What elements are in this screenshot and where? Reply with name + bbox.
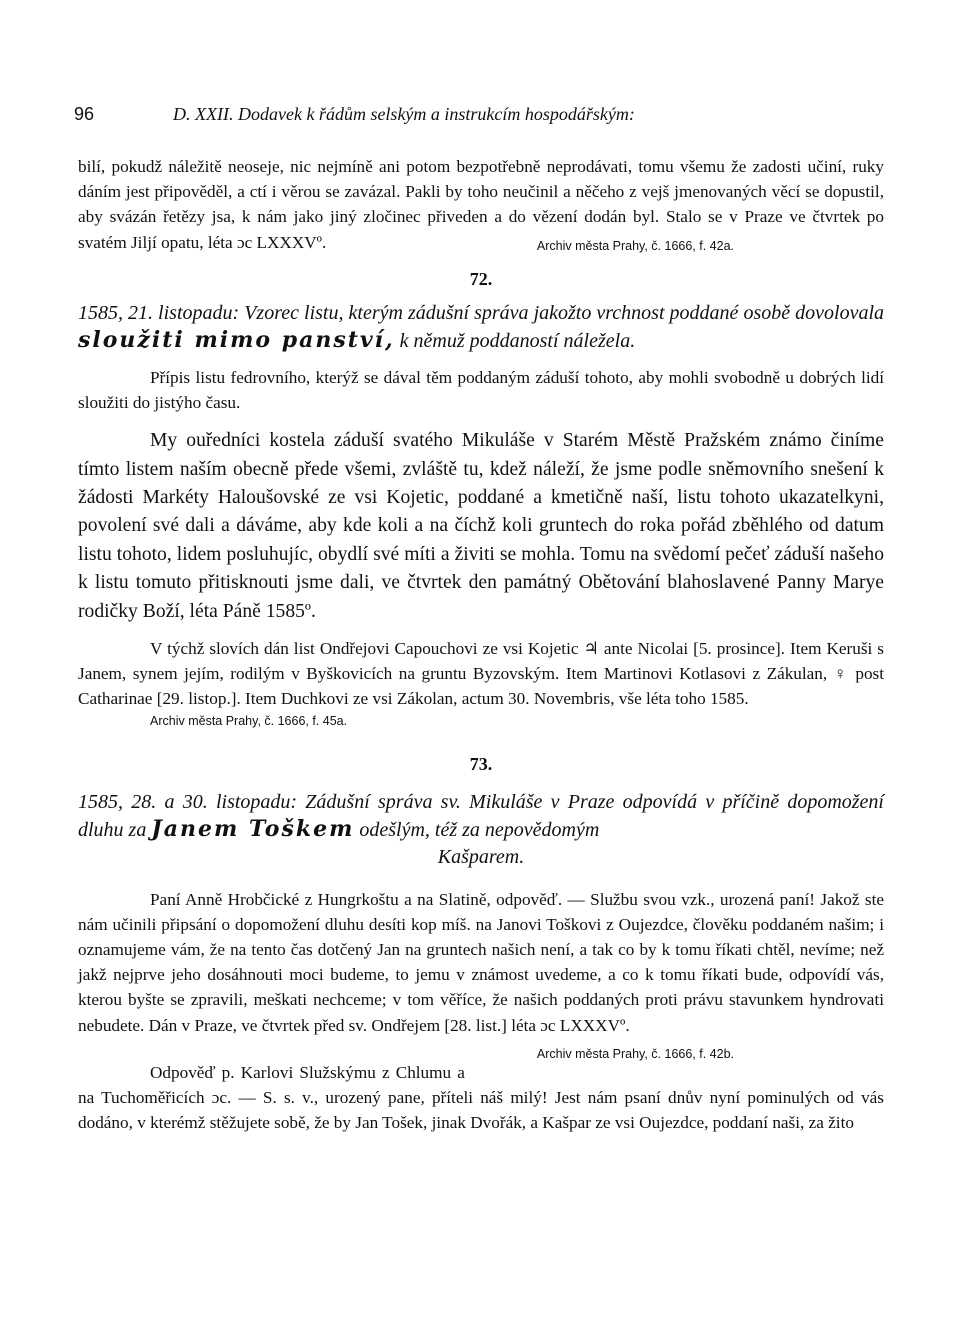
document-72-supplement: V týchž slovích dán list Ondřejovi Capouchovi ze vsi Kojetic ♃ ante Nicolai [5. prosince]. Item Keruši s Janem, synem jejím, rodilým v Byškovicích na gruntu Byzovským. Item Martinovi Kotlasovi z Zákulan, ♀ post Catharinae [29. listop.]. Item Duchkovi ze vsi Zákolan, actum 30. Novembris, vše léta toho 1585. — [78, 639, 884, 709]
document-72-note: Přípis listu fedrovního, kterýž se dával těm poddaným záduší tohoto, aby mohli svobodně u dobrých lidí sloužiti do jistýho času. — [78, 367, 884, 413]
doc72-heading-spaced: sloužiti mimo panství, — [78, 326, 395, 353]
document-number-73: 73. — [469, 753, 493, 774]
document-page — [74, 92, 884, 1136]
doc72-archive-citation: Archiv města Prahy, č. 1666, f. 45a. — [150, 713, 348, 728]
doc73-heading-end: odešlým, též za nepovědomým — [354, 818, 600, 841]
doc73-heading-last: Kašparem. — [437, 845, 525, 868]
doc72-heading-end: k němuž poddaností náležela. — [394, 329, 636, 352]
document-73-heading — [78, 789, 884, 844]
intro-archive-citation: Archiv města Prahy, č. 1666, f. 42a. — [536, 238, 734, 253]
page-header — [74, 92, 884, 126]
document-72-body: My ouředníci kostela záduší svatého Mikuláše v Starém Městě Pražském známo činíme tímto listem naším obecně přede všemi, zvláště tu, kdež náleží, že jsme podle sněmovního snešení k žádosti Markéty Haloušovské ze vsi Kojetic, poddané a kmetičně naší, listu tohoto ukazatelkyni, povolení své dali a dáváme, aby kde koli a na číchž koli gruntech do roka pořád zběhlého od datum listu tohoto, lidem posluhujíc, obydlí své míti a živiti se mohla. Tomu na svědomí pečeť záduší našeho k listu tomuto přitisknouti jsme dali, ve čtvrtek den památný Obětování blahoslavené Panny Marye rodičky Boží, léta Páně 1585º. — [78, 430, 884, 622]
document-73-second-letter: Odpověď p. Karlovi Služskýmu z Chlumu a na Tuchoměřicích ɔc. — S. s. v., urozený pane, příteli náš milý! Jest nám psaní dnův nyní pominulých od vás dodáno, v kterémž stěžujete sobě, že by Jan Tošek, jinak Dvořák, a Kašpar ze vsi Oujezdce, poddaní naši, za žito — [78, 1062, 884, 1133]
doc73-heading-start: 1585, 28. a 30. listopadu: Zádušní správa sv. Mikuláše v Praze odpovídá v příčině dopomožení dluhu za — [78, 790, 884, 841]
page-number: 96 — [74, 104, 95, 124]
running-title: D. XXII. Dodavek k řádům selským a instrukcím hospodářským: — [173, 104, 635, 124]
doc73-heading-spaced: Janem Toškem — [151, 815, 355, 842]
doc73-archive-citation: Archiv města Prahy, č. 1666, f. 42b. — [536, 1046, 734, 1061]
intro-paragraph — [78, 154, 884, 255]
document-73-body — [78, 887, 884, 1061]
document-72-heading — [78, 300, 884, 355]
document-number-72: 72. — [469, 268, 493, 289]
doc73-body-text: Paní Anně Hrobčické z Hungrkoštu a na Slatině, odpověď. — Službu svou vzk., urozená paní! Jakož ste nám učinili připsání o dopomožení dluhu desíti kop míš. na Janovi Toškovi z Oujezdce, člověku poddaném našim; i oznamujeme vám, že na tento čas dotčený Jan na gruntech našich není, a tak co by k tomu říkati chtěl, nevíme; než jakž nejprve jeho dosáhnouti moci budeme, to jemu v známost uvedeme, a co k tomu říkati bude, odpovídí vás, kterou byšte se zpravili, meškati nechceme; v tom věříce, že našich poddaných proti právu stavunkem hyndrovati nebudete. Dán v Praze, ve čtvrtek před sv. Ondřejem [28. list.] léta ɔc LXXXVº. — [78, 889, 884, 1035]
doc72-heading-start: 1585, 21. listopadu: Vzorec listu, kterým zádušní správa jakožto vrchnost poddané osobě dovolovala — [78, 301, 884, 324]
intro-text: bilí, pokudž náležitě neoseje, nic nejmíně ani potom bezpotřebně neprodávati, tomu všemu že zadosti učiní, ruky dáním jest připověděl, a ctí i věrou se zavázal. Pakli by toho neučinil a něčeho z vejš jmenovaných věcí se dopustil, aby svázán řetězy jsa, k nám jako jiný zločinec přiveden a do vězení dodán byl. Stalo se v Praze ve čtvrtek po svatém Jiljí opatu, léta ɔc LXXXVº. — [78, 157, 884, 252]
